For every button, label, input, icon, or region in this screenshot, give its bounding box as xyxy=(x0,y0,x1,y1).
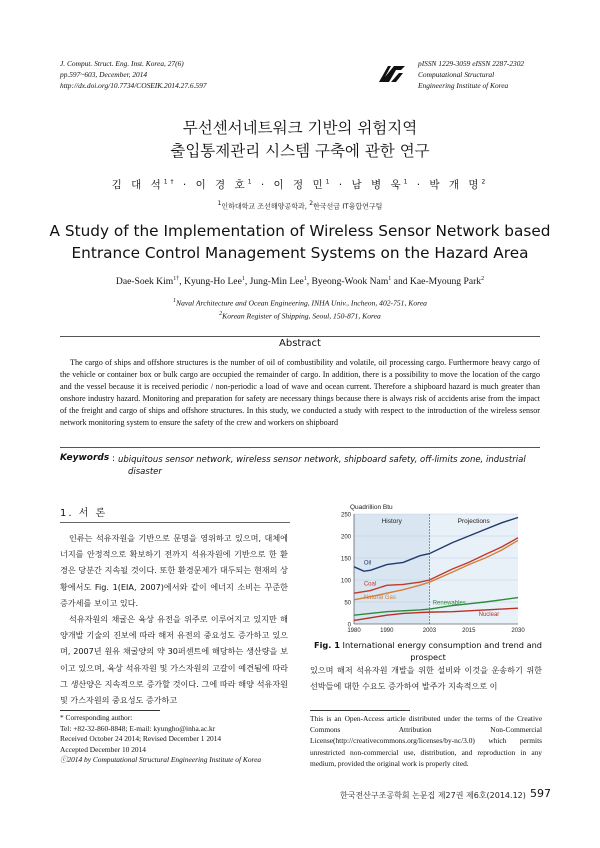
society-name-1: Computational Structural xyxy=(418,69,495,79)
society-name-2: Engineering Institute of Korea xyxy=(418,80,509,90)
y-tick-label: 150 xyxy=(340,556,351,563)
title-ko-line-1: 무선센서네트워크 기반의 위험지역 xyxy=(182,119,418,137)
authors-english: Dae-Soek Kim$^{1\dagger}$, Kyung-Ho Lee$^1$, Jung-Min Lee$^1$, Byeong-Wook Nam$^1$ and Kae-Myoung Park$^2$ xyxy=(115,276,485,288)
title-en-line-2: Entrance Control Management Systems on the Hazard Area xyxy=(71,243,529,262)
series-label-coal: Coal xyxy=(363,581,377,588)
keywords-text: ubiquitous sensor network, wireless sensor network, shipboard safety, off-limits zone, industrial disaster xyxy=(118,455,526,477)
journal-header-left xyxy=(60,59,207,91)
paragraph-2: 석유자원의 채굴은 육상 유전을 위주로 이루어지고 있지만 해양개발 기술의 진보에 따라 해저 유전의 중요성도 증가하고 있으며, 2007년 원유 채굴양의 약 30퍼센트에 해당하는 생산량을 보이고 있으며, 육상 석유자원 및 가스자원의 고갈이 예견됨에 따라 그 생산양은 지속적으로 증가할 것이다. 그에 따라 해양 석유자원 및 가스자원의 중요성도 증가하고 xyxy=(60,614,288,706)
paper-title-english xyxy=(0,221,600,264)
series-label-oil: Oil xyxy=(363,560,372,567)
y-tick-label: 250 xyxy=(340,512,351,519)
abstract-text: The cargo of ships and offshore structures is the number of oil of combustibility and volatile, oil processing cargo. Furthermore heavy cargo of the vehicle or container box or bulk cargo are occupied the remainder of cargo. In addition, there is a possibility to move the location of the cargo and the vessel because it is received periodic / non-periodic a load of wave and ocean current. Therefore a shipboard hazard is much greater than onshore industry hazard. Monitoring and preparation for safety are necessary things because there is always risk of accidents arise from the impact of the freight and cargo of ships and offshore structures. In this study, we conducted a study with respect to the introduction of the wireless sensor network monitoring system to ensure the safety of the crew and workers on shipboard xyxy=(60,358,540,427)
copyright-notice: ⓒ2014 by Computational Structural Engineering Institute of Korea xyxy=(60,755,262,765)
title-ko-line-2: 출입통제관리 시스템 구축에 관한 연구 xyxy=(170,142,430,160)
footnote-rule-left xyxy=(60,710,160,711)
energy-consumption-chart xyxy=(320,500,530,632)
x-tick-label: 1990 xyxy=(380,628,394,632)
journal-doi: http://dx.doi.org/10.7734/COSEIK.2014.27.6.597 xyxy=(60,80,207,90)
y-tick-label: 200 xyxy=(340,534,351,541)
footnote-left xyxy=(60,713,261,766)
open-access-notice: This is an Open-Access article distributed under the terms of the Creative Commons Attribution Non-Commercial License(http://creativecommons.org/licenses/by-nc/3.0) which permits unrestricted non-commercial use, distribution, and reproduction in any medium, provided the original work is properly cited. xyxy=(310,714,542,768)
affiliation-1: $^1$Naval Architecture and Ocean Engineering, INHA Univ., Incheon, 402-751, Korea xyxy=(173,298,427,308)
section-heading: 1. 서 론 xyxy=(60,508,108,519)
keywords-colon: : xyxy=(112,454,115,464)
y-tick-label: 0 xyxy=(347,622,351,629)
authors-korean: 김 대 석$^{1\dagger}$ · 이 경 호$^1$ · 이 정 민$^1$ · 남 병 욱$^1$ · 박 개 명$^2$ xyxy=(111,178,489,191)
body-left-column xyxy=(60,530,288,708)
issn: pISSN 1229-3059 eISSN 2287-2302 xyxy=(418,59,525,68)
series-label-natural-gas: Natural Gas xyxy=(363,594,396,601)
journal-citation: J. Comput. Struct. Eng. Inst. Korea, 27(6) xyxy=(60,59,184,68)
title-en-line-1: A Study of the Implementation of Wireless Sensor Network based xyxy=(49,222,551,240)
y-tick-label: 100 xyxy=(340,578,351,585)
history-label: History xyxy=(381,518,402,525)
x-tick-label: 1980 xyxy=(347,628,361,632)
y-tick-label: 50 xyxy=(344,600,351,607)
affiliation-korean: $^1$인하대학교 조선해양공학과, $^2$한국선급 IT융합연구팀 xyxy=(217,200,383,211)
received-date: Received October 24 2014; Revised December 1 2014 xyxy=(60,734,222,744)
y-axis-title: Quadrillion Btu xyxy=(350,504,393,511)
x-tick-label: 2003 xyxy=(422,628,437,632)
journal-header-right xyxy=(418,59,524,91)
page-footer: 한국전산구조공학회 논문집 제27권 제6호(2014.12) xyxy=(340,791,526,800)
abstract-bottom-rule xyxy=(60,447,540,448)
affiliation-2: $^2$Korean Register of Shipping, Seoul, 150-871, Korea xyxy=(219,310,381,321)
accepted-date: Accepted December 10 2014 xyxy=(60,744,146,754)
contact-info: Tel: +82-32-860-8848; E-mail: kyungho@inha.ac.kr xyxy=(60,723,216,733)
footnote-rule-right xyxy=(310,710,410,711)
corresponding-author: * Corresponding author: xyxy=(60,713,133,722)
x-tick-label: 2015 xyxy=(462,628,476,632)
abstract-heading: Abstract xyxy=(279,338,321,349)
page-number: 597 xyxy=(530,787,551,800)
x-tick-label: 2030 xyxy=(511,628,525,632)
projections-label: Projections xyxy=(457,518,490,525)
journal-pages: pp.597~603, December, 2014 xyxy=(60,69,148,79)
series-label-renewables: Renewables xyxy=(432,600,466,607)
section-rule xyxy=(60,522,290,523)
figure-label: Fig. 1 xyxy=(314,640,340,650)
society-logo-icon xyxy=(377,64,407,84)
figure-caption-text: International energy consumption and trend and prospect xyxy=(342,640,542,662)
figure-caption xyxy=(312,640,544,663)
affiliation-english xyxy=(0,296,600,321)
paragraph-1: 인류는 석유자원을 기반으로 문명을 영위하고 있으며, 대체에너지를 안정적으로 확보하기 전까지 석유자원에 기반으로 한 환경은 당분간 지속될 것이다. 또한 환경문제가 대두되는 현재의 상황에서도 Fig. 1(EIA, 2007)에서와 같이 에너지 소비는 꾸준한 증가세를 보이고 있다. xyxy=(60,533,288,608)
series-label-nuclear: Nuclear xyxy=(478,612,500,619)
history-panel xyxy=(354,514,429,624)
body-right-column: 있으며 해저 석유자원 개발을 위한 설비와 이것을 운송하기 위한 선박들에 대한 수요도 증가하여 발주가 지속적으로 이 xyxy=(310,665,542,692)
keywords-label: Keywords xyxy=(60,453,110,463)
abstract-top-rule xyxy=(60,336,540,337)
paper-title-korean xyxy=(0,117,600,163)
